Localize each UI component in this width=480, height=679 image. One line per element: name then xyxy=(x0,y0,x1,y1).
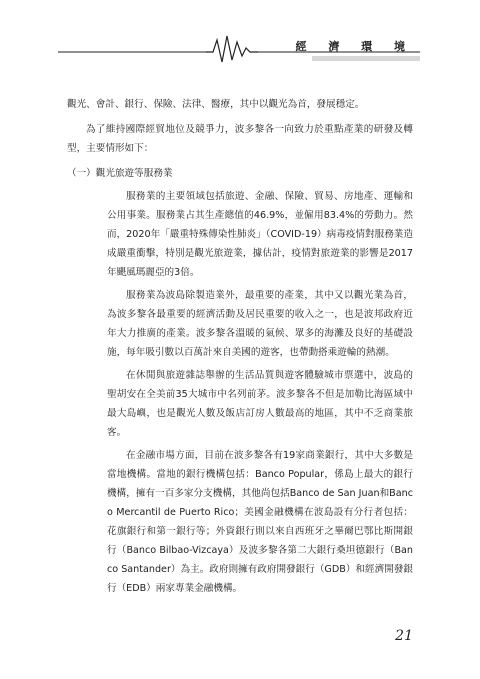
intro-paragraph: 為了維持國際經貿地位及競爭力，波多黎各一向致力於重點產業的研發及轉型，主要情形如下： xyxy=(67,124,413,154)
header-title: 經 濟 環 境 xyxy=(295,40,414,53)
page-number: 21 xyxy=(395,628,413,644)
paragraph-rankings: 在休閒與旅遊雜誌舉辦的生活品質與遊客體驗城市票選中，波島的聖胡安在全美前35大城市中名列前茅。波多黎各不但是加勒比海區域中最大島嶼，也是觀光人數及飯店訂房人數最高的地區，其中不乏商業旅客。 xyxy=(107,370,413,438)
header-shade-bar xyxy=(312,56,420,61)
paragraph-banking: 在金融市場方面，目前在波多黎各有19家商業銀行，其中大多數是當地機構。當地的銀行機構包括：Banco Popular，係島上最大的銀行機構，擁有一百多家分支機構，其他尚包括Banco de San Juan和Banco Mercantil de Puerto Rico；美國金融機構在波島設有分行者包括：花旗銀行和第一銀行等；外資銀行則以來自西班牙之畢爾巴鄂比斯開銀行（Banco Bilbao-Vizcaya）及波多黎各第二大銀行桑坦德銀行（Banco Santander）為主。政府則擁有政府開發銀行（GDB）和經濟開發銀行（EDB）兩家專業金融機構。 xyxy=(107,450,413,594)
paragraph-services: 服務業的主要領域包括旅遊、金融、保險、貿易、房地產、運輸和公用事業。服務業占其生產總值的46.9%，並僱用83.4%的勞動力。然而，2020年「嚴重特殊傳染性肺炎」（COVID-19）病毒疫情對服務業造成嚴重衝擊，特別是觀光旅遊業，據估計，疫情對旅遊業的影響是2017年颶風瑪麗亞的3倍。 xyxy=(107,191,413,278)
page-header xyxy=(58,30,420,66)
paragraph-tourism: 服務業為波島除製造業外，最重要的產業，其中又以觀光業為首，為波多黎各最重要的經濟活動及居民重要的收入之一，也是波邦政府近年大力推廣的產業。波多黎各溫暖的氣候、眾多的海灘及良好的基礎設施，每年吸引數以百萬計來自美國的遊客，也帶動搭乘遊輪的熱潮。 xyxy=(107,290,413,358)
continuation-paragraph: 觀光、會計、銀行、保險、法律、醫療，其中以觀光為首，發展穩定。 xyxy=(67,99,365,110)
page-body xyxy=(67,95,413,598)
section-heading: （一）觀光旅遊等服務業 xyxy=(67,168,173,179)
